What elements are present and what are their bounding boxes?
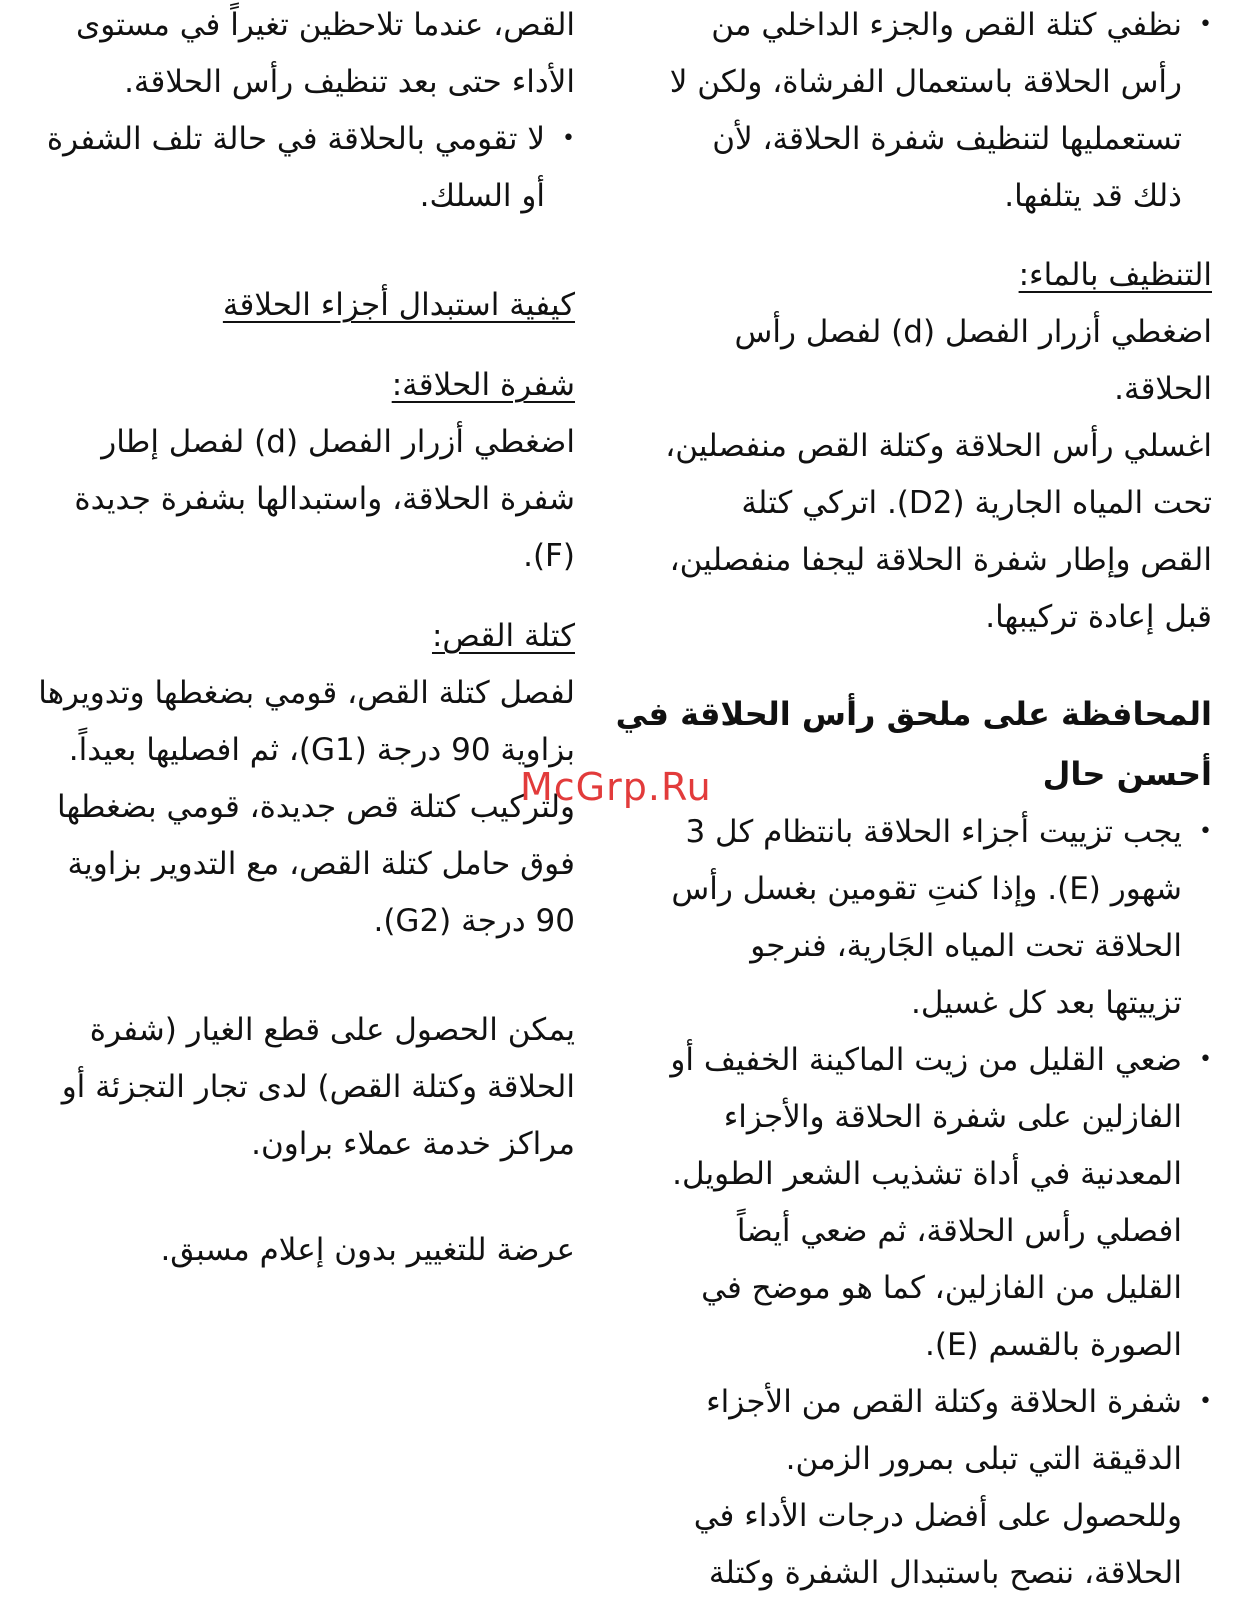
text-line: بزاوية 90 درجة (G1)، ثم افصليها بعيداً. [68, 732, 575, 768]
text-line: الحلاقة، ننصح باستبدال الشفرة وكتلة [708, 1555, 1182, 1591]
text-line: أو السلك. [419, 178, 545, 214]
text-line: الصورة بالقسم (E). [924, 1327, 1182, 1363]
text-line: شفرة الحلاقة وكتلة القص من الأجزاء [706, 1384, 1182, 1420]
text-line: الأداء حتى بعد تنظيف رأس الحلاقة. [124, 64, 575, 100]
section-heading-replace: كيفية استبدال أجزاء الحلاقة [222, 287, 575, 323]
bullet-icon: • [1199, 1389, 1212, 1414]
text-line: رأس الحلاقة باستعمال الفرشاة، ولكن لا [669, 64, 1182, 100]
section-heading-water: التنظيف بالماء: [1018, 257, 1212, 293]
text-line: تستعمليها لتنظيف شفرة الحلاقة، لأن [712, 121, 1182, 157]
text-line: يمكن الحصول على قطع الغيار (شفرة [89, 1012, 575, 1048]
text-line: الحلاقة تحت المياه الجَارية، فنرجو [750, 928, 1182, 964]
text-line: نظفي كتلة القص والجزء الداخلي من [711, 7, 1182, 43]
text-line: افصلي رأس الحلاقة، ثم ضعي أيضاً [736, 1213, 1182, 1249]
text-line: (F). [523, 538, 575, 574]
bullet-icon: • [1199, 1047, 1212, 1072]
text-line: الحلاقة وكتلة القص) لدى تجار التجزئة أو [61, 1069, 575, 1105]
subheading-foil: شفرة الحلاقة: [391, 367, 575, 403]
text-line: اضغطي أزرار الفصل (d) لفصل رأس [734, 314, 1212, 350]
text-line: الدقيقة التي تبلى بمرور الزمن. [785, 1441, 1182, 1477]
text-line: يجب تزييت أجزاء الحلاقة بانتظام كل 3 [685, 814, 1182, 850]
notice-text: عرضة للتغيير بدون إعلام مسبق. [160, 1232, 575, 1268]
text-line: اغسلي رأس الحلاقة وكتلة القص منفصلين، [665, 428, 1212, 464]
watermark: McGrp.Ru [520, 765, 712, 809]
text-line: الفازلين على شفرة الحلاقة والأجزاء [723, 1099, 1182, 1135]
subheading-cutter: كتلة القص: [431, 618, 575, 654]
section-heading-care: المحافظة على ملحق رأس الحلاقة في [615, 695, 1212, 733]
text-line: ضعي القليل من زيت الماكينة الخفيف أو [670, 1042, 1182, 1078]
text-line: تزييتها بعد كل غسيل. [910, 985, 1182, 1021]
text-line: لا تقومي بالحلاقة في حالة تلف الشفرة [46, 121, 545, 157]
text-line: شهور (E). وإذا كنتِ تقومين بغسل رأس [671, 871, 1182, 907]
text-line: مراكز خدمة عملاء براون. [251, 1126, 575, 1162]
text-line: المعدنية في أداة تشذيب الشعر الطويل. [672, 1156, 1182, 1192]
text-line: ولتركيب كتلة قص جديدة، قومي بضغطها [57, 789, 575, 825]
text-line: الحلاقة. [1114, 371, 1212, 407]
text-line: القليل من الفازلين، كما هو موضح في [701, 1270, 1182, 1306]
text-line: اضغطي أزرار الفصل (d) لفصل إطار [101, 424, 575, 460]
text-line: وللحصول على أفضل درجات الأداء في [693, 1498, 1182, 1534]
text-line: شفرة الحلاقة، واستبدالها بشفرة جديدة [74, 481, 575, 517]
text-line: فوق حامل كتلة القص، مع التدوير بزاوية [67, 846, 575, 882]
text-line: القص، عندما تلاحظين تغيراً في مستوى [75, 7, 575, 43]
text-line: ذلك قد يتلفها. [1004, 178, 1182, 214]
text-line: القص وإطار شفرة الحلاقة ليجفا منفصلين، [669, 542, 1212, 578]
bullet-icon: • [1199, 12, 1212, 37]
text-line: قبل إعادة تركيبها. [985, 599, 1212, 635]
text-line: تحت المياه الجارية (D2). اتركي كتلة [741, 485, 1212, 521]
bullet-icon: • [1199, 819, 1212, 844]
section-heading-care: أحسن حال [1042, 755, 1212, 793]
text-line: 90 درجة (G2). [373, 903, 575, 939]
bullet-icon: • [562, 126, 575, 151]
text-line: لفصل كتلة القص، قومي بضغطها وتدويرها [38, 675, 575, 711]
